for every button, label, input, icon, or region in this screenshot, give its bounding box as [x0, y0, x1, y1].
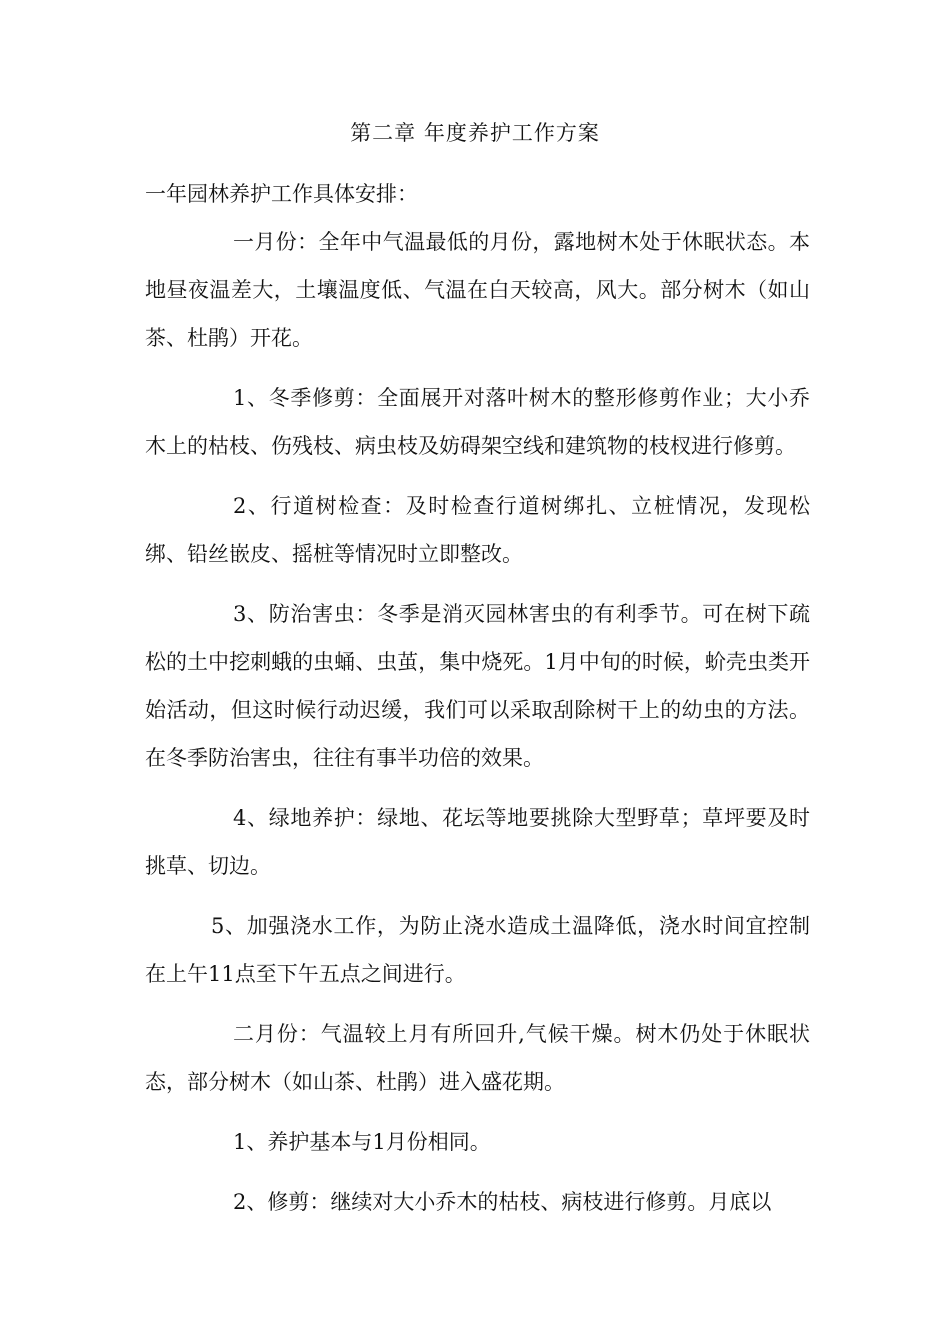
watering-paragraph: 5、加强浇水工作，为防止浇水造成土温降低，浇水时间宜控制在上午11点至下午五点之间进行。: [145, 914, 810, 986]
intro-paragraph: 一年园林养护工作具体安排：: [145, 182, 418, 206]
winter-pruning-paragraph: 1、冬季修剪：全面展开对落叶树木的整形修剪作业；大小乔木上的枯枝、伤残枝、病虫枝及妨碍架空线和建筑物的枝杈进行修剪。: [145, 386, 810, 458]
green-space-paragraph: 4、绿地养护：绿地、花坛等地要挑除大型野草；草坪要及时挑草、切边。: [145, 806, 810, 878]
chapter-title: 第二章 年度养护工作方案: [350, 121, 600, 145]
february-item-1-paragraph: 1、养护基本与1月份相同。: [233, 1130, 491, 1154]
january-paragraph: 一月份：全年中气温最低的月份，露地树木处于休眠状态。本地昼夜温差大，土壤温度低、气温在白天较高，风大。部分树木（如山茶、杜鹃）开花。: [145, 230, 810, 350]
document-body: [145, 170, 810, 1226]
pest-control-paragraph: 3、防治害虫：冬季是消灭园林害虫的有利季节。可在树下疏松的土中挖刺蛾的虫蛹、虫茧，集中烧死。1月中旬的时候，蚧壳虫类开始活动，但这时候行动迟缓，我们可以采取刮除树干上的幼虫的方法。在冬季防治害虫，往往有事半功倍的效果。: [145, 602, 810, 770]
february-paragraph: 二月份：气温较上月有所回升,气候干燥。树木仍处于休眠状态，部分树木（如山茶、杜鹃）进入盛花期。: [145, 1022, 810, 1094]
february-item-2-paragraph: 2、修剪：继续对大小乔木的枯枝、病枝进行修剪。月底以: [233, 1190, 772, 1214]
street-tree-check-paragraph: 2、行道树检查：及时检查行道树绑扎、立桩情况，发现松绑、铅丝嵌皮、摇桩等情况时立即整改。: [145, 494, 810, 566]
